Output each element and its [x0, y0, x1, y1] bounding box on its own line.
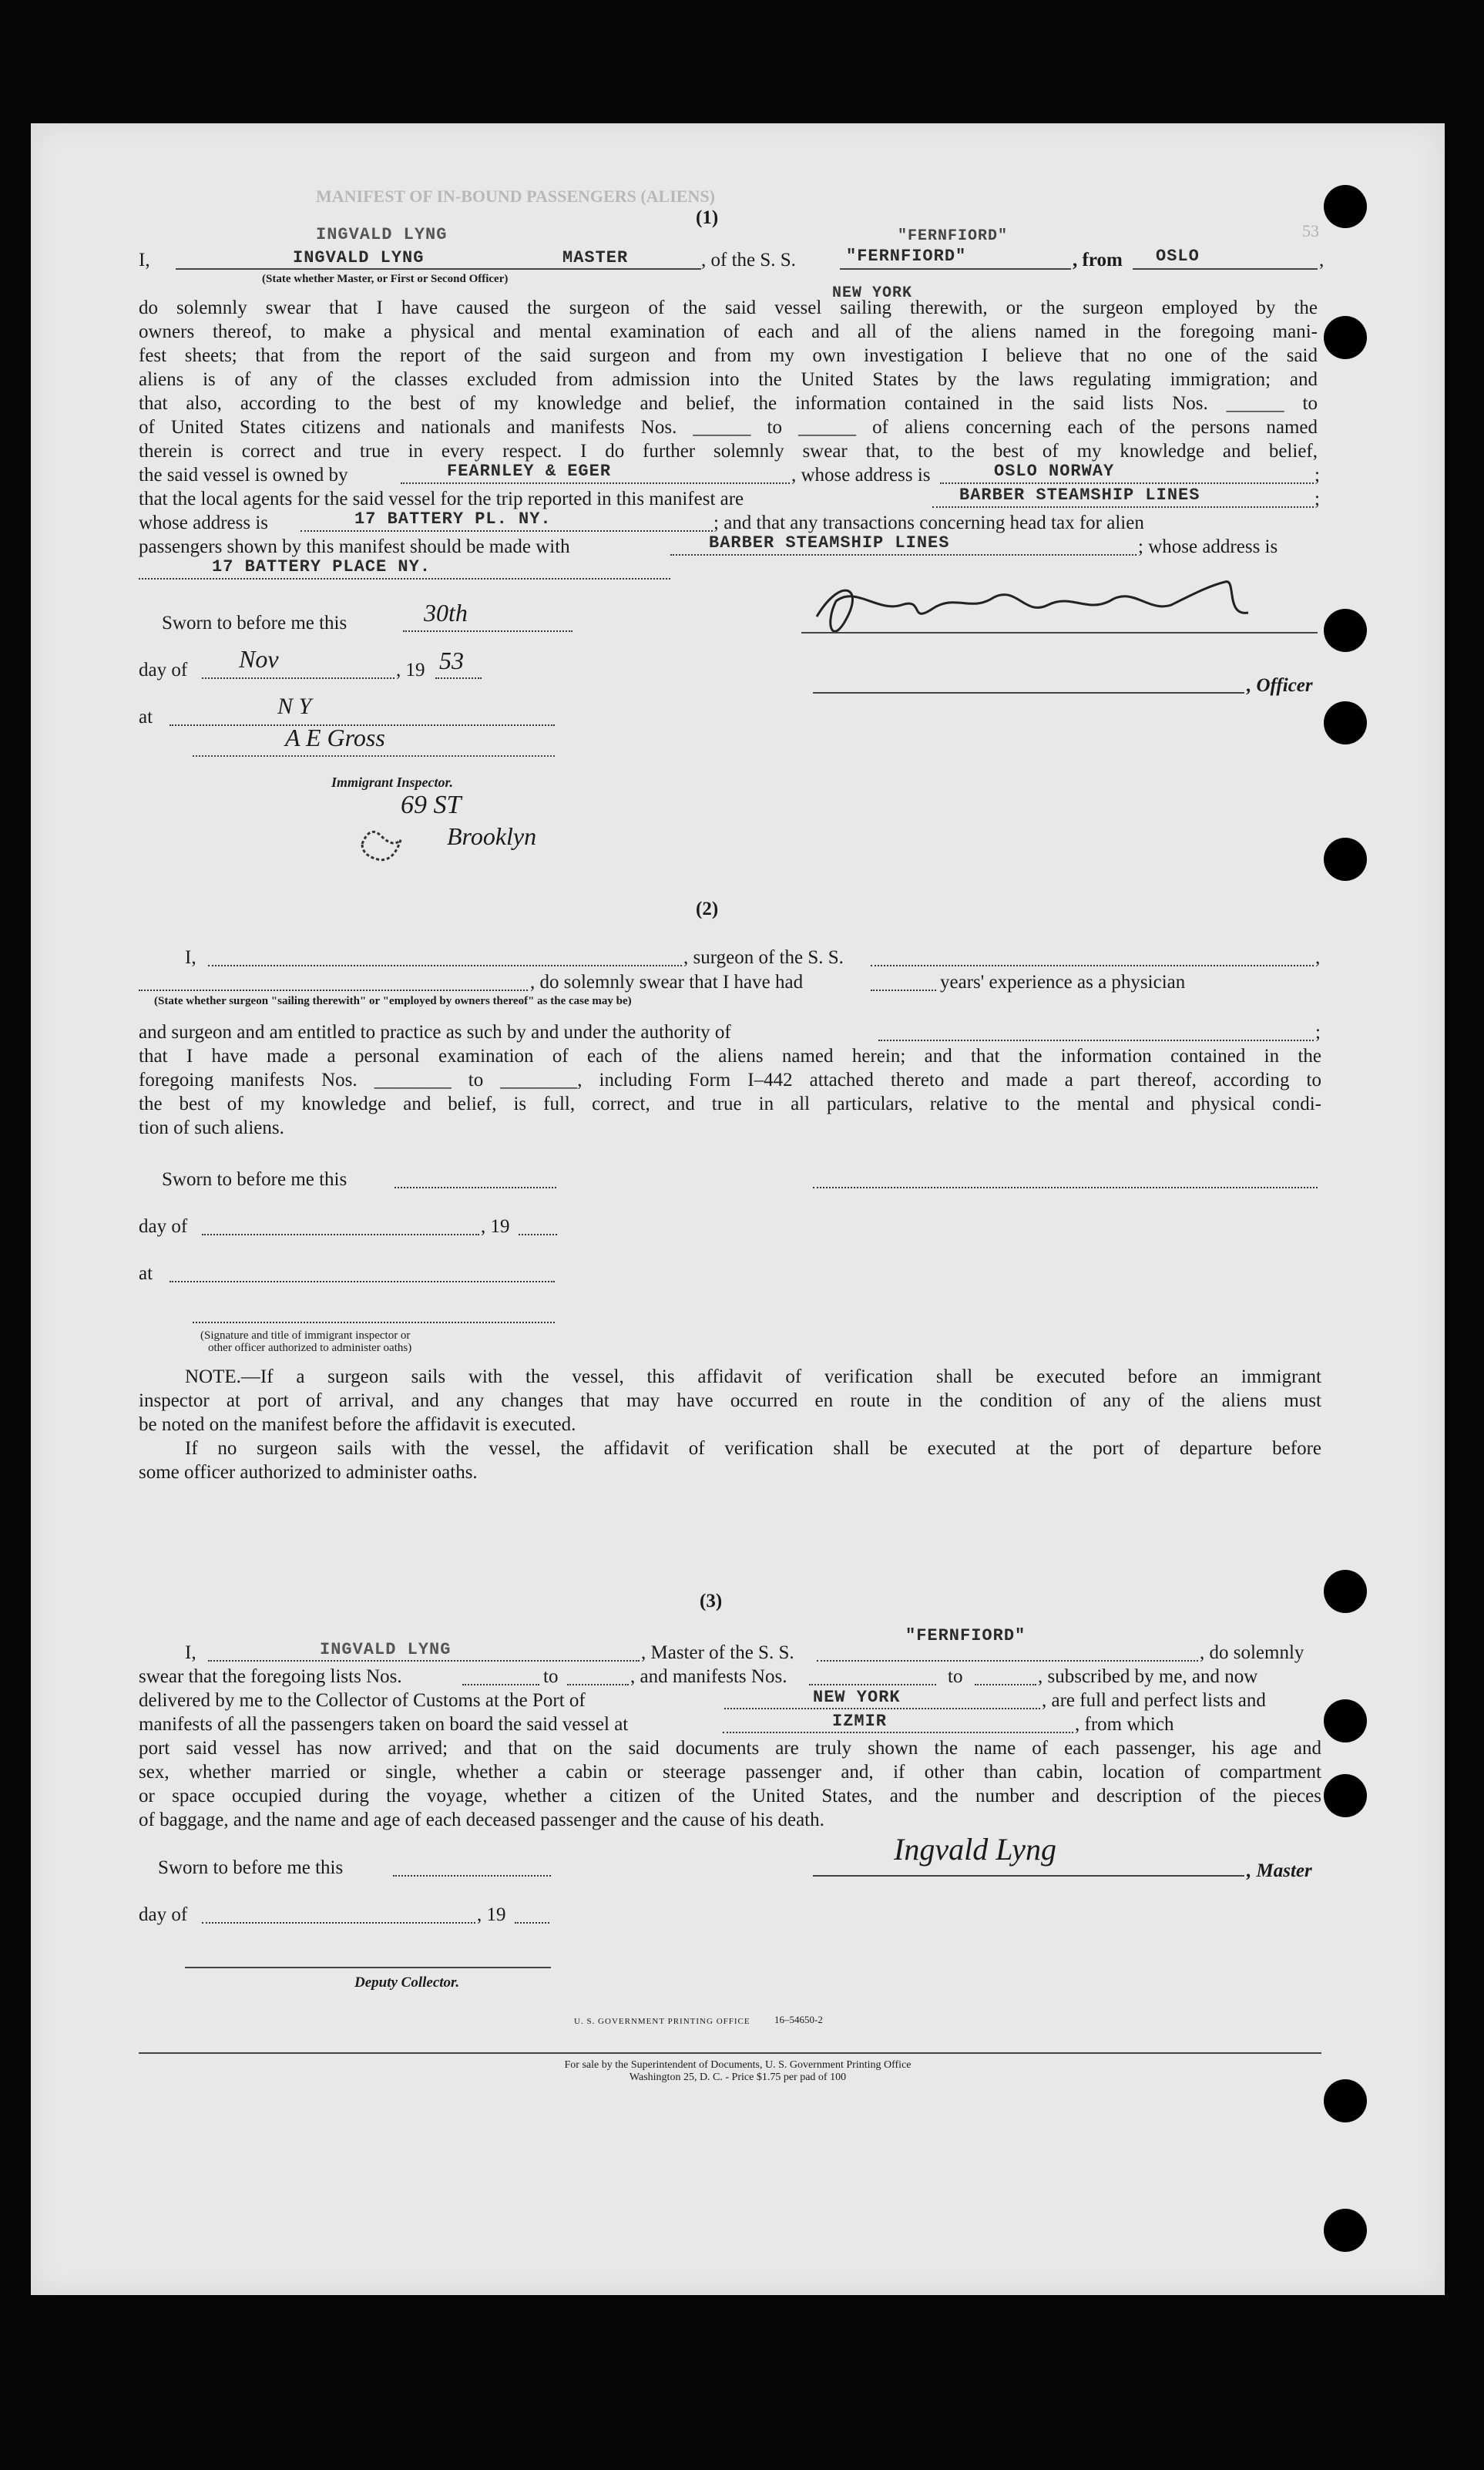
extra-note-street: 69 ST: [401, 791, 462, 819]
day-of-label-3: day of: [139, 1904, 188, 1925]
state-note: (State whether Master, or First or Second Officer): [262, 273, 509, 285]
sworn-label: Sworn to before me this: [162, 613, 347, 633]
manifests-label: manifests of all the passengers taken on board the said vessel at: [139, 1714, 629, 1735]
full-lists-label: , are full and perfect lists and: [1042, 1690, 1266, 1711]
day-of-label-2: day of: [139, 1216, 188, 1237]
semicolon: ;: [1314, 489, 1320, 509]
note2-last: some officer authorized to administer oaths.: [139, 1462, 478, 1483]
faded-page-number: 53: [1302, 221, 1319, 240]
binder-hole: [1324, 838, 1367, 881]
binder-hole: [1324, 1570, 1367, 1613]
vessel-overtype: "FERNFIORD": [898, 227, 1009, 245]
oath-line: aliens is of any of the classes excluded from admission into the United States by the laws regulating immigration; and: [139, 369, 1318, 390]
agents-name: BARBER STEAMSHIP LINES: [959, 486, 1200, 505]
at-label-2: at: [139, 1263, 153, 1284]
year-line-2: [519, 1234, 557, 1235]
officer-signature-line: [801, 632, 1318, 633]
embark-line: [723, 1732, 1073, 1733]
surgeon-type-line: [139, 990, 528, 991]
manifests-from-line: [809, 1684, 936, 1685]
binder-hole: [1324, 185, 1367, 228]
note-line: NOTE.—If a surgeon sails with the vessel, this affidavit of verification shall be executed before an immigrant: [185, 1366, 1321, 1387]
oath-line: that also, according to the best of my knowledge and belief, the information contained in the said lists Nos. ______ to: [139, 393, 1318, 414]
faded-header-text: MANIFEST OF IN-BOUND PASSENGERS (ALIENS): [316, 187, 715, 206]
year-prefix: , 19: [396, 660, 425, 681]
s3-master-name: INGVALD LYNG: [320, 1640, 452, 1659]
authority-line: [878, 1040, 1314, 1041]
vessel-line: [840, 268, 1071, 270]
agents-label: that the local agents for the said vessel for the trip reported in this manifest are: [139, 489, 744, 509]
month: Nov: [239, 645, 279, 673]
delivered-label: delivered by me to the Collector of Customs at the Port of: [139, 1690, 586, 1711]
of-ss-label: , of the S. S.: [701, 250, 796, 271]
vessel-name: "FERNFIORD": [846, 247, 967, 266]
month-line: [202, 677, 395, 679]
oath-line: fest sheets; that from the report of the said surgeon and from my own investigation I believe that no one of the said: [139, 345, 1318, 366]
manifests-to-line: [975, 1684, 1036, 1685]
master-of-label: , Master of the S. S.: [641, 1642, 794, 1663]
day-line-2: [202, 1234, 479, 1235]
s3-last-line: of baggage, and the name and age of each deceased passenger and the cause of his death.: [139, 1810, 824, 1830]
s3-vessel: "FERNFIORD": [905, 1626, 1026, 1645]
year-line-3: [515, 1922, 549, 1924]
oath-line: of United States citizens and nationals and manifests Nos. ______ to ______ of aliens concerning each of the persons named: [139, 417, 1318, 438]
s3-line: port said vessel has now arrived; and that on the said documents are truly shown the name of each passenger, his age and: [139, 1738, 1321, 1759]
binder-hole: [1324, 2079, 1367, 2122]
surgeon-state-note: (State whether surgeon "sailing therewith" or "employed by owners thereof" as the case may be): [154, 995, 632, 1007]
inspector-line-2: [193, 1322, 555, 1323]
surgeon-line: foregoing manifests Nos. ________ to ________, including Form I–442 attached thereto and made a part thereof, according to: [139, 1070, 1321, 1090]
inspector-signature: A E Gross: [285, 724, 385, 751]
swear-lists-label: swear that the foregoing lists Nos.: [139, 1666, 402, 1687]
port-from: OSLO: [1156, 247, 1200, 266]
officer-signature: [794, 570, 1287, 640]
s3-vessel-line: [817, 1660, 1198, 1662]
s3-line: or space occupied during the voyage, whether a citizen of the United States, and the number and description of the pieces: [139, 1786, 1321, 1806]
binder-hole: [1324, 609, 1367, 652]
head-tax-agent: BARBER STEAMSHIP LINES: [709, 533, 950, 553]
and-manifests-label: , and manifests Nos.: [630, 1666, 787, 1687]
to-label: to: [948, 1666, 963, 1687]
owned-by-label: the said vessel is owned by: [139, 465, 348, 486]
footer-rule: [139, 2052, 1321, 2054]
year: 53: [439, 647, 464, 674]
s3-line: sex, whether married or single, whether a cabin or steerage passenger and, if other than cabin, location of compartment: [139, 1762, 1321, 1783]
head-tax-address-label: ; whose address is: [1138, 536, 1278, 557]
lists-to-line: [567, 1684, 629, 1685]
comma: ,: [1315, 947, 1321, 968]
years-label: years' experience as a physician: [940, 972, 1186, 993]
inspector-label: Immigrant Inspector.: [331, 775, 454, 790]
head-tax-address: 17 BATTERY PLACE NY.: [212, 557, 431, 576]
years-line: [871, 990, 936, 991]
sworn-line-3: [393, 1875, 551, 1877]
sworn-day-line: [403, 630, 572, 632]
overtype-port: NEW YORK: [832, 284, 913, 302]
oath-line: do solemnly swear that I have caused the surgeon of the said vessel sailing therewith, or the surgeon employed by the: [139, 297, 1318, 318]
sale-line: For sale by the Superintendent of Documents, U. S. Government Printing Office: [564, 2059, 912, 2071]
lists-from-line: [462, 1684, 539, 1685]
year-prefix-3: , 19: [477, 1904, 506, 1925]
master-title: MASTER: [562, 248, 629, 267]
day-line-3: [202, 1922, 475, 1924]
surgeon-line: that I have made a personal examination of each of the aliens named herein; and that the information contained in the: [139, 1046, 1321, 1067]
form-number: 16–54650-2: [774, 2014, 823, 2025]
year-prefix-2: , 19: [481, 1216, 510, 1237]
note-last: be noted on the manifest before the affidavit is executed.: [139, 1414, 576, 1435]
surgeon-vessel-line: [871, 965, 1314, 966]
section-3-i: I,: [185, 1642, 196, 1663]
surgeon-line: the best of my knowledge and belief, is full, correct, and true in all particulars, relative to the mental and physical condi-: [139, 1094, 1321, 1114]
deputy-line: [185, 1967, 551, 1968]
section-3-number: (3): [700, 1591, 723, 1611]
oath-line: therein is correct and true in every respect. I do further solemnly swear that, to the best of my knowledge and belief,: [139, 441, 1318, 462]
passengers-label: passengers shown by this manifest should be made with: [139, 536, 570, 557]
swear-label: , do solemnly swear that I have had: [530, 972, 804, 993]
binder-hole: [1324, 1774, 1367, 1817]
year-line: [435, 677, 482, 679]
agent-address-label: whose address is: [139, 512, 269, 533]
note2-line: If no surgeon sails with the vessel, the affidavit of verification shall be executed at the port of departure before: [185, 1438, 1321, 1459]
sworn-line-2: [395, 1187, 556, 1188]
binder-hole: [1324, 316, 1367, 359]
semicolon: ;: [1314, 465, 1320, 486]
semicolon: ;: [1315, 1022, 1321, 1043]
printing-office: U. S. GOVERNMENT PRINTING OFFICE: [574, 2017, 750, 2026]
document-page: [31, 123, 1445, 2295]
from-which-label: , from which: [1075, 1714, 1174, 1735]
section-1-number: (1): [696, 207, 719, 228]
surgeon-last-line: tion of such aliens.: [139, 1117, 284, 1138]
at-value: N Y: [277, 694, 312, 719]
sworn-label-2: Sworn to before me this: [162, 1169, 347, 1190]
from-label: , from: [1073, 250, 1123, 271]
section-2-number: (2): [696, 899, 719, 919]
sworn-day: 30th: [424, 599, 468, 627]
master-name-overtype: INGVALD LYNG: [316, 225, 448, 244]
owner-name: FEARNLEY & EGER: [447, 462, 612, 481]
authority-label: and surgeon and am entitled to practice as such by and under the authority of: [139, 1022, 731, 1043]
owner-address: OSLO NORWAY: [994, 462, 1115, 481]
agent-address: 17 BATTERY PL. NY.: [354, 509, 552, 529]
price-line: Washington 25, D. C. - Price $1.75 per pad of 100: [629, 2072, 847, 2083]
deputy-label: Deputy Collector.: [354, 1974, 460, 1991]
master-name: INGVALD LYNG: [293, 248, 425, 267]
oath-line: owners thereof, to make a physical and mental examination of each and all of the aliens named in the foregoing mani-: [139, 321, 1318, 342]
section-1-i: I,: [139, 250, 150, 271]
surgeon-of-label: , surgeon of the S. S.: [683, 947, 844, 968]
binder-hole: [1324, 2209, 1367, 2252]
sig-note-2: other officer authorized to administer oaths): [208, 1342, 412, 1354]
master-signature: Ingvald Lyng: [894, 1832, 1056, 1867]
section-2-i: I,: [185, 947, 196, 968]
master-label: , Master: [1247, 1860, 1312, 1881]
owner-address-label: , whose address is: [791, 465, 931, 486]
s3-port: NEW YORK: [813, 1688, 901, 1707]
master-signature-line: [813, 1875, 1244, 1877]
to-label: to: [543, 1666, 559, 1687]
sig-note-1: (Signature and title of immigrant inspector or: [200, 1329, 411, 1342]
surgeon-name-line: [208, 965, 682, 966]
officer-line: [813, 692, 1244, 694]
day-of-label: day of: [139, 660, 188, 681]
at-line-2: [170, 1281, 555, 1282]
head-tax-label: ; and that any transactions concerning head tax for alien: [713, 512, 1144, 533]
faded-header: [316, 185, 715, 208]
at-label: at: [139, 707, 153, 728]
embark-port: IZMIR: [832, 1712, 888, 1731]
surgeon-signature-line: [813, 1187, 1318, 1188]
binder-hole: [1324, 701, 1367, 744]
comma: ,: [1319, 250, 1325, 271]
ink-blot: [354, 821, 408, 867]
officer-label: , Officer: [1247, 675, 1313, 696]
do-solemnly-label: , do solemnly: [1200, 1642, 1304, 1663]
sworn-label-3: Sworn to before me this: [158, 1857, 344, 1878]
from-line: [1133, 268, 1318, 270]
binder-hole: [1324, 1699, 1367, 1742]
extra-note-city: Brooklyn: [447, 822, 537, 850]
subscribed-label: , subscribed by me, and now: [1038, 1666, 1258, 1687]
inspector-line: [193, 755, 555, 757]
note-line: inspector at port of arrival, and any changes that may have occurred en route in the condition of any of the aliens must: [139, 1390, 1321, 1411]
